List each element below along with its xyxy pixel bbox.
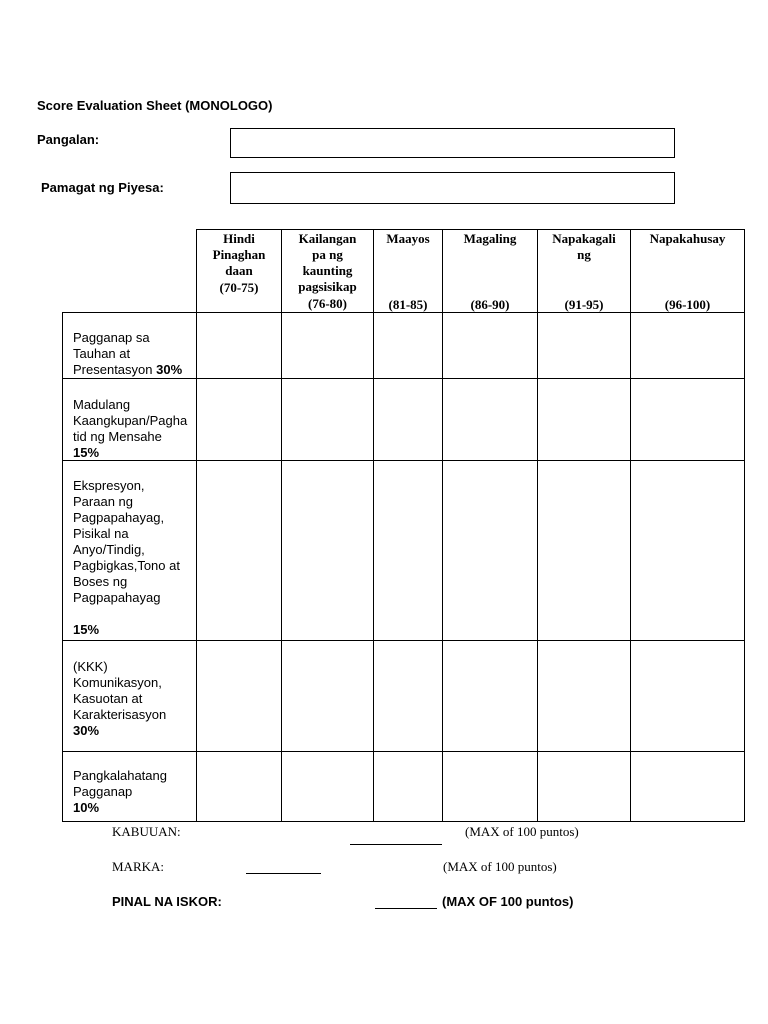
criterion-pangkalahatang-pagganap [73, 768, 198, 816]
score-cell[interactable] [374, 313, 442, 378]
criterion-kkk [73, 659, 198, 739]
name-field[interactable] [230, 128, 675, 158]
score-cell[interactable] [538, 641, 630, 751]
kabuuan-label: KABUUAN: [112, 824, 181, 839]
criterion-label: Ekspresyon, Paraan ng Pagpapahayag, Pisikal na Anyo/Tindig, Pagbigkas,Tono at Boses ng Pagpapahayag [73, 478, 180, 605]
score-cell[interactable] [282, 752, 373, 821]
column-range: (81-85) [388, 297, 428, 312]
score-cell[interactable] [282, 461, 373, 640]
score-cell[interactable] [197, 752, 281, 821]
table-line [744, 229, 745, 822]
criterion-percent: 30% [73, 723, 100, 738]
kabuuan-blank[interactable] [350, 844, 442, 845]
column-range: (91-95) [564, 297, 604, 312]
piece-title-field[interactable] [230, 172, 675, 204]
criterion-percent: 10% [73, 800, 100, 815]
column-header-maayos: Maayos [386, 231, 430, 246]
score-cell[interactable] [282, 313, 373, 378]
criterion-label: (KKK) Komunikasyon, Kasuotan at Karakterisasyon [73, 659, 167, 722]
score-cell[interactable] [443, 379, 537, 460]
criterion-label: Madulang Kaangkupan/Pagha tid ng Mensahe [73, 397, 188, 444]
score-cell[interactable] [538, 752, 630, 821]
marka-max: (MAX of 100 puntos) [443, 859, 557, 874]
marka-label: MARKA: [112, 859, 165, 874]
criterion-label: Pagganap sa Tauhan at Presentasyon [73, 330, 153, 377]
score-cell[interactable] [197, 379, 281, 460]
column-range: (86-90) [470, 297, 510, 312]
score-cell[interactable] [374, 752, 442, 821]
piece-title-label: Pamagat ng Piyesa: [41, 180, 164, 195]
kabuuan-max: (MAX of 100 puntos) [465, 824, 579, 839]
score-cell[interactable] [197, 641, 281, 751]
pinal-na-iskor-max: (MAX OF 100 puntos) [442, 894, 574, 909]
score-cell[interactable] [631, 641, 744, 751]
score-cell[interactable] [374, 641, 442, 751]
score-cell[interactable] [443, 313, 537, 378]
score-cell[interactable] [631, 313, 744, 378]
score-cell[interactable] [374, 379, 442, 460]
marka-blank[interactable] [246, 873, 321, 874]
score-cell[interactable] [282, 641, 373, 751]
table-line [62, 821, 745, 822]
pinal-na-iskor-blank[interactable] [375, 908, 437, 909]
score-cell[interactable] [443, 752, 537, 821]
name-label: Pangalan: [37, 132, 100, 147]
criterion-ekspresyon [73, 478, 198, 638]
criterion-madulang-kaangkupan [73, 397, 198, 461]
column-range: (76-80) [308, 296, 347, 311]
column-range: (96-100) [664, 297, 711, 312]
score-cell[interactable] [631, 379, 744, 460]
score-cell[interactable] [374, 461, 442, 640]
criterion-label: Pangkalahatang Pagganap [73, 768, 167, 799]
criterion-percent: 30% [156, 362, 183, 377]
pinal-na-iskor-label: PINAL NA ISKOR: [112, 894, 222, 909]
column-header-hindi-pinaghandaan: Hindi Pinaghan daan [212, 231, 266, 278]
column-header-napakahusay: Napakahusay [649, 231, 726, 246]
score-cell[interactable] [443, 461, 537, 640]
table-line [196, 229, 745, 230]
column-header-magaling: Magaling [463, 231, 517, 246]
score-cell[interactable] [282, 379, 373, 460]
criterion-percent: 15% [73, 622, 100, 637]
page-title: Score Evaluation Sheet (MONOLOGO) [37, 98, 273, 113]
criterion-percent: 15% [73, 445, 100, 460]
score-cell[interactable] [538, 313, 630, 378]
criterion-pagganap-sa-tauhan [73, 330, 198, 378]
table-line [62, 312, 63, 822]
column-range: (70-75) [219, 280, 259, 295]
score-cell[interactable] [197, 313, 281, 378]
column-header-napakagaling: Napakagali ng [552, 231, 616, 262]
column-header-kailangan: Kailangan pa ng kaunting pagsisikap [298, 231, 357, 294]
score-cell[interactable] [443, 641, 537, 751]
score-cell[interactable] [538, 379, 630, 460]
score-cell[interactable] [197, 461, 281, 640]
score-cell[interactable] [631, 752, 744, 821]
score-cell[interactable] [538, 461, 630, 640]
score-cell[interactable] [631, 461, 744, 640]
